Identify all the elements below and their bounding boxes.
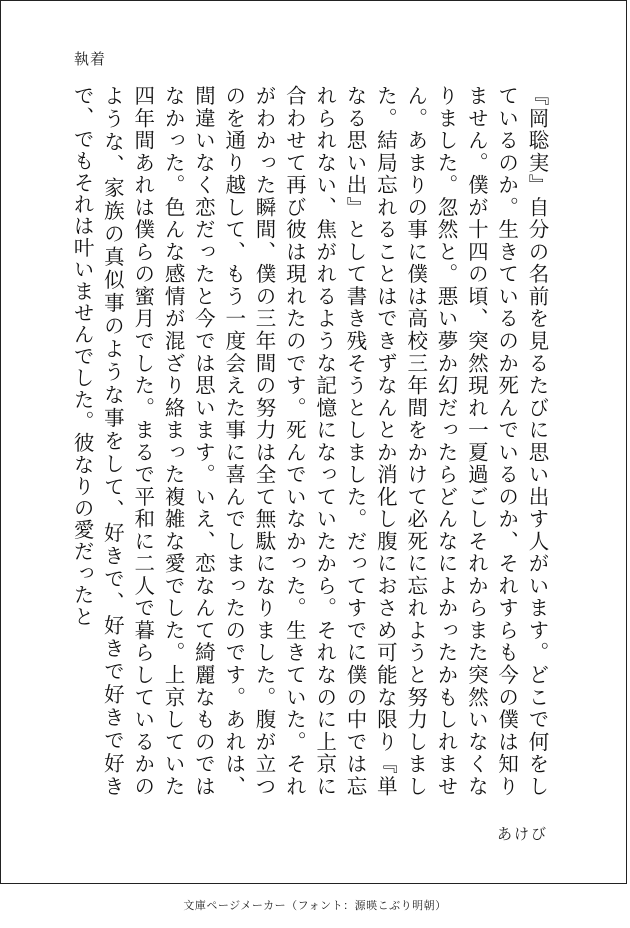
body-text: 『岡聡実』自分の名前を見るたびに思い出す人がいます。どこで何をしているのか。生きているのか死んでいるのか、それすらも今の僕は知りません。僕が十四の頃、突然現れ一夏過ごしそれからまた突然いなくなりました。忽然と。悪い夢か幻だったらどんなによかったかもしれません。あまりの事に僕は高校三年間をかけて必死に忘れようと努力しました。結局忘れることはできずなんとか消化し腹におさめ可能な限り『単なる思い出』として書き残そうとしました。だってすでに僕の中では忘れられない、焦がれるような記憶になっていたから。それなのに上京に合わせて再び彼は現れたのです。死んでいなかった。生きていた。それがわかった瞬間、僕の三年間の努力は全て無駄になりました。腹が立つのを通り越して、もう一度会えた事に喜んでしまったのです。あれは、間違いなく恋だったと今では思います。いえ、恋なんて綺麗なものではなかった。色んな感情が混ざり絡まった複雑な愛でした。上京していた四年間あれは僕らの蜜月でした。まるで平和に二人で暮らしているかのような、家族の真似事のような事をして、好きで、好きで好きで好きで、でもそれは叶いませんでした。彼なりの愛だったと	[70, 85, 549, 797]
footer-credit: 文庫ページメーカー（フォント：源暎こぶり明朝）	[183, 899, 447, 912]
page-title: 執着	[73, 50, 106, 68]
author-name: あけび	[496, 825, 548, 843]
